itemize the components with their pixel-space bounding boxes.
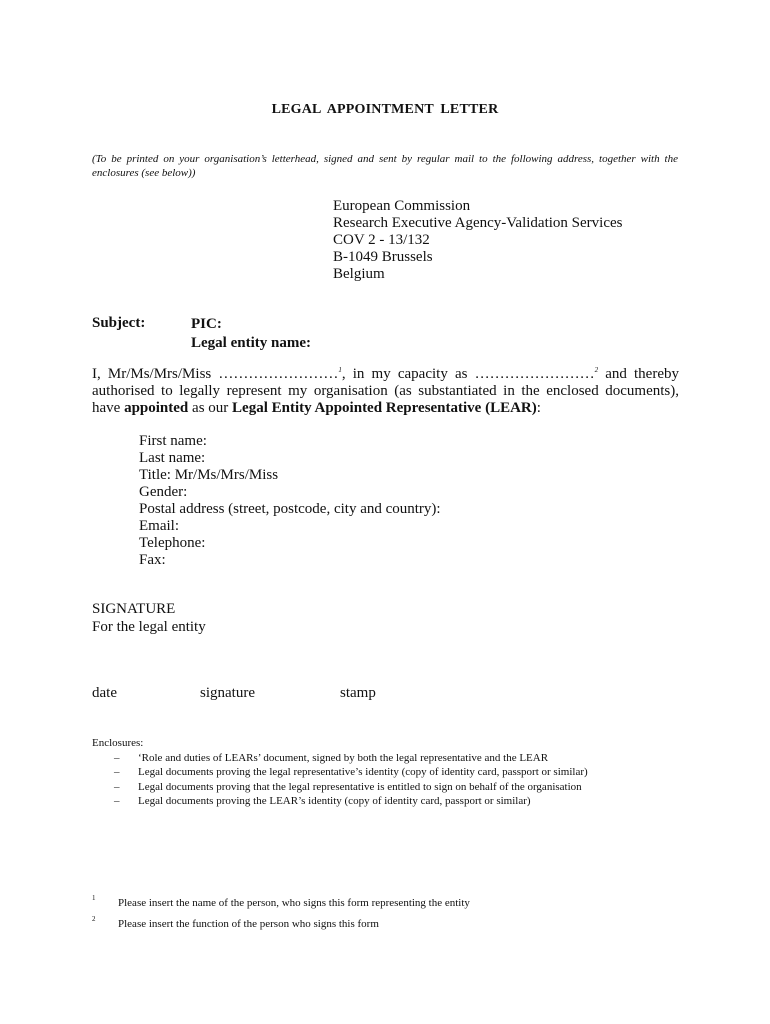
- appointed-word: appointed: [124, 400, 189, 416]
- address-line-3: COV 2 - 13/132: [333, 232, 430, 248]
- enclosure-text: Legal documents proving the legal representative’s identity (copy of identity card, passport or similar): [138, 766, 588, 778]
- subject-details: [191, 315, 311, 353]
- list-item: [92, 794, 588, 809]
- para-part-4: as our: [188, 400, 233, 416]
- gender-field: Gender:: [139, 484, 188, 500]
- instructions-note: (To be printed on your organisation’s letterhead, signed and sent by regular mail to the following address, together with the enclosures (see below)): [92, 153, 678, 179]
- subject-label: Subject:: [92, 315, 146, 331]
- signature-block: [92, 600, 206, 636]
- enclosures-heading: Enclosures:: [92, 737, 144, 749]
- address-line-4: B-1049 Brussels: [333, 249, 433, 265]
- letter-title: LEGAL APPOINTMENT LETTER: [271, 102, 499, 117]
- stamp-label: stamp: [340, 685, 376, 701]
- footnote-ref-1: 1: [338, 366, 342, 374]
- recipient-address: [333, 198, 622, 283]
- last-name-field: Last name:: [139, 450, 206, 466]
- legal-entity-name-label: Legal entity name:: [191, 335, 311, 351]
- footnote-text: Please insert the name of the person, who signs this form representing the entity: [118, 897, 470, 909]
- dash-bullet: –: [114, 795, 120, 807]
- appointment-paragraph: [92, 366, 679, 417]
- footnote-number: 2: [92, 915, 96, 923]
- lear-fields: [139, 433, 441, 569]
- signature-label: signature: [200, 685, 255, 701]
- para-part-5: :: [536, 400, 541, 416]
- fax-field: Fax:: [139, 552, 166, 568]
- telephone-field: Telephone:: [139, 535, 206, 551]
- dash-bullet: –: [114, 780, 120, 793]
- lear-term: Legal Entity Appointed Representative (LEAR): [232, 400, 537, 416]
- para-part-1: I, Mr/Ms/Mrs/Miss ……………………: [92, 366, 339, 382]
- enclosure-text: ‘Role and duties of LEARs’ document, signed by both the legal representative and the LEAR: [138, 751, 549, 764]
- list-item: [92, 751, 588, 766]
- para-part-3: and thereby authorised to legally represent my organisation (as substantiated in the enclosed documents), have: [92, 366, 679, 416]
- date-label: date: [92, 685, 117, 701]
- signature-heading: SIGNATURE: [92, 601, 176, 617]
- signature-subheading: For the legal entity: [92, 619, 206, 635]
- list-item: [92, 765, 588, 780]
- footnote-number: 1: [92, 894, 96, 902]
- footnote-ref-2: 2: [594, 366, 599, 374]
- pic-label: PIC:: [191, 316, 222, 332]
- address-line-1: European Commission: [333, 198, 471, 214]
- enclosures-list: [92, 751, 588, 809]
- list-item: [92, 780, 588, 795]
- email-field: Email:: [139, 518, 179, 534]
- dash-bullet: –: [114, 751, 120, 764]
- para-part-2: , in my capacity as ……………………: [341, 366, 595, 382]
- title-field: Title: Mr/Ms/Mrs/Miss: [139, 467, 279, 483]
- footnote-text: Please insert the function of the person who signs this form: [118, 918, 379, 930]
- first-name-field: First name:: [139, 433, 207, 449]
- address-line-5: Belgium: [333, 266, 385, 282]
- address-line-2: Research Executive Agency-Validation Services: [333, 215, 623, 231]
- dash-bullet: –: [114, 766, 120, 778]
- postal-address-field: Postal address (street, postcode, city and country):: [139, 501, 441, 517]
- enclosure-text: Legal documents proving the LEAR’s identity (copy of identity card, passport or similar): [138, 795, 531, 807]
- enclosures-section: [92, 736, 588, 809]
- enclosure-text: Legal documents proving that the legal representative is entitled to sign on behalf of the organisation: [138, 780, 582, 793]
